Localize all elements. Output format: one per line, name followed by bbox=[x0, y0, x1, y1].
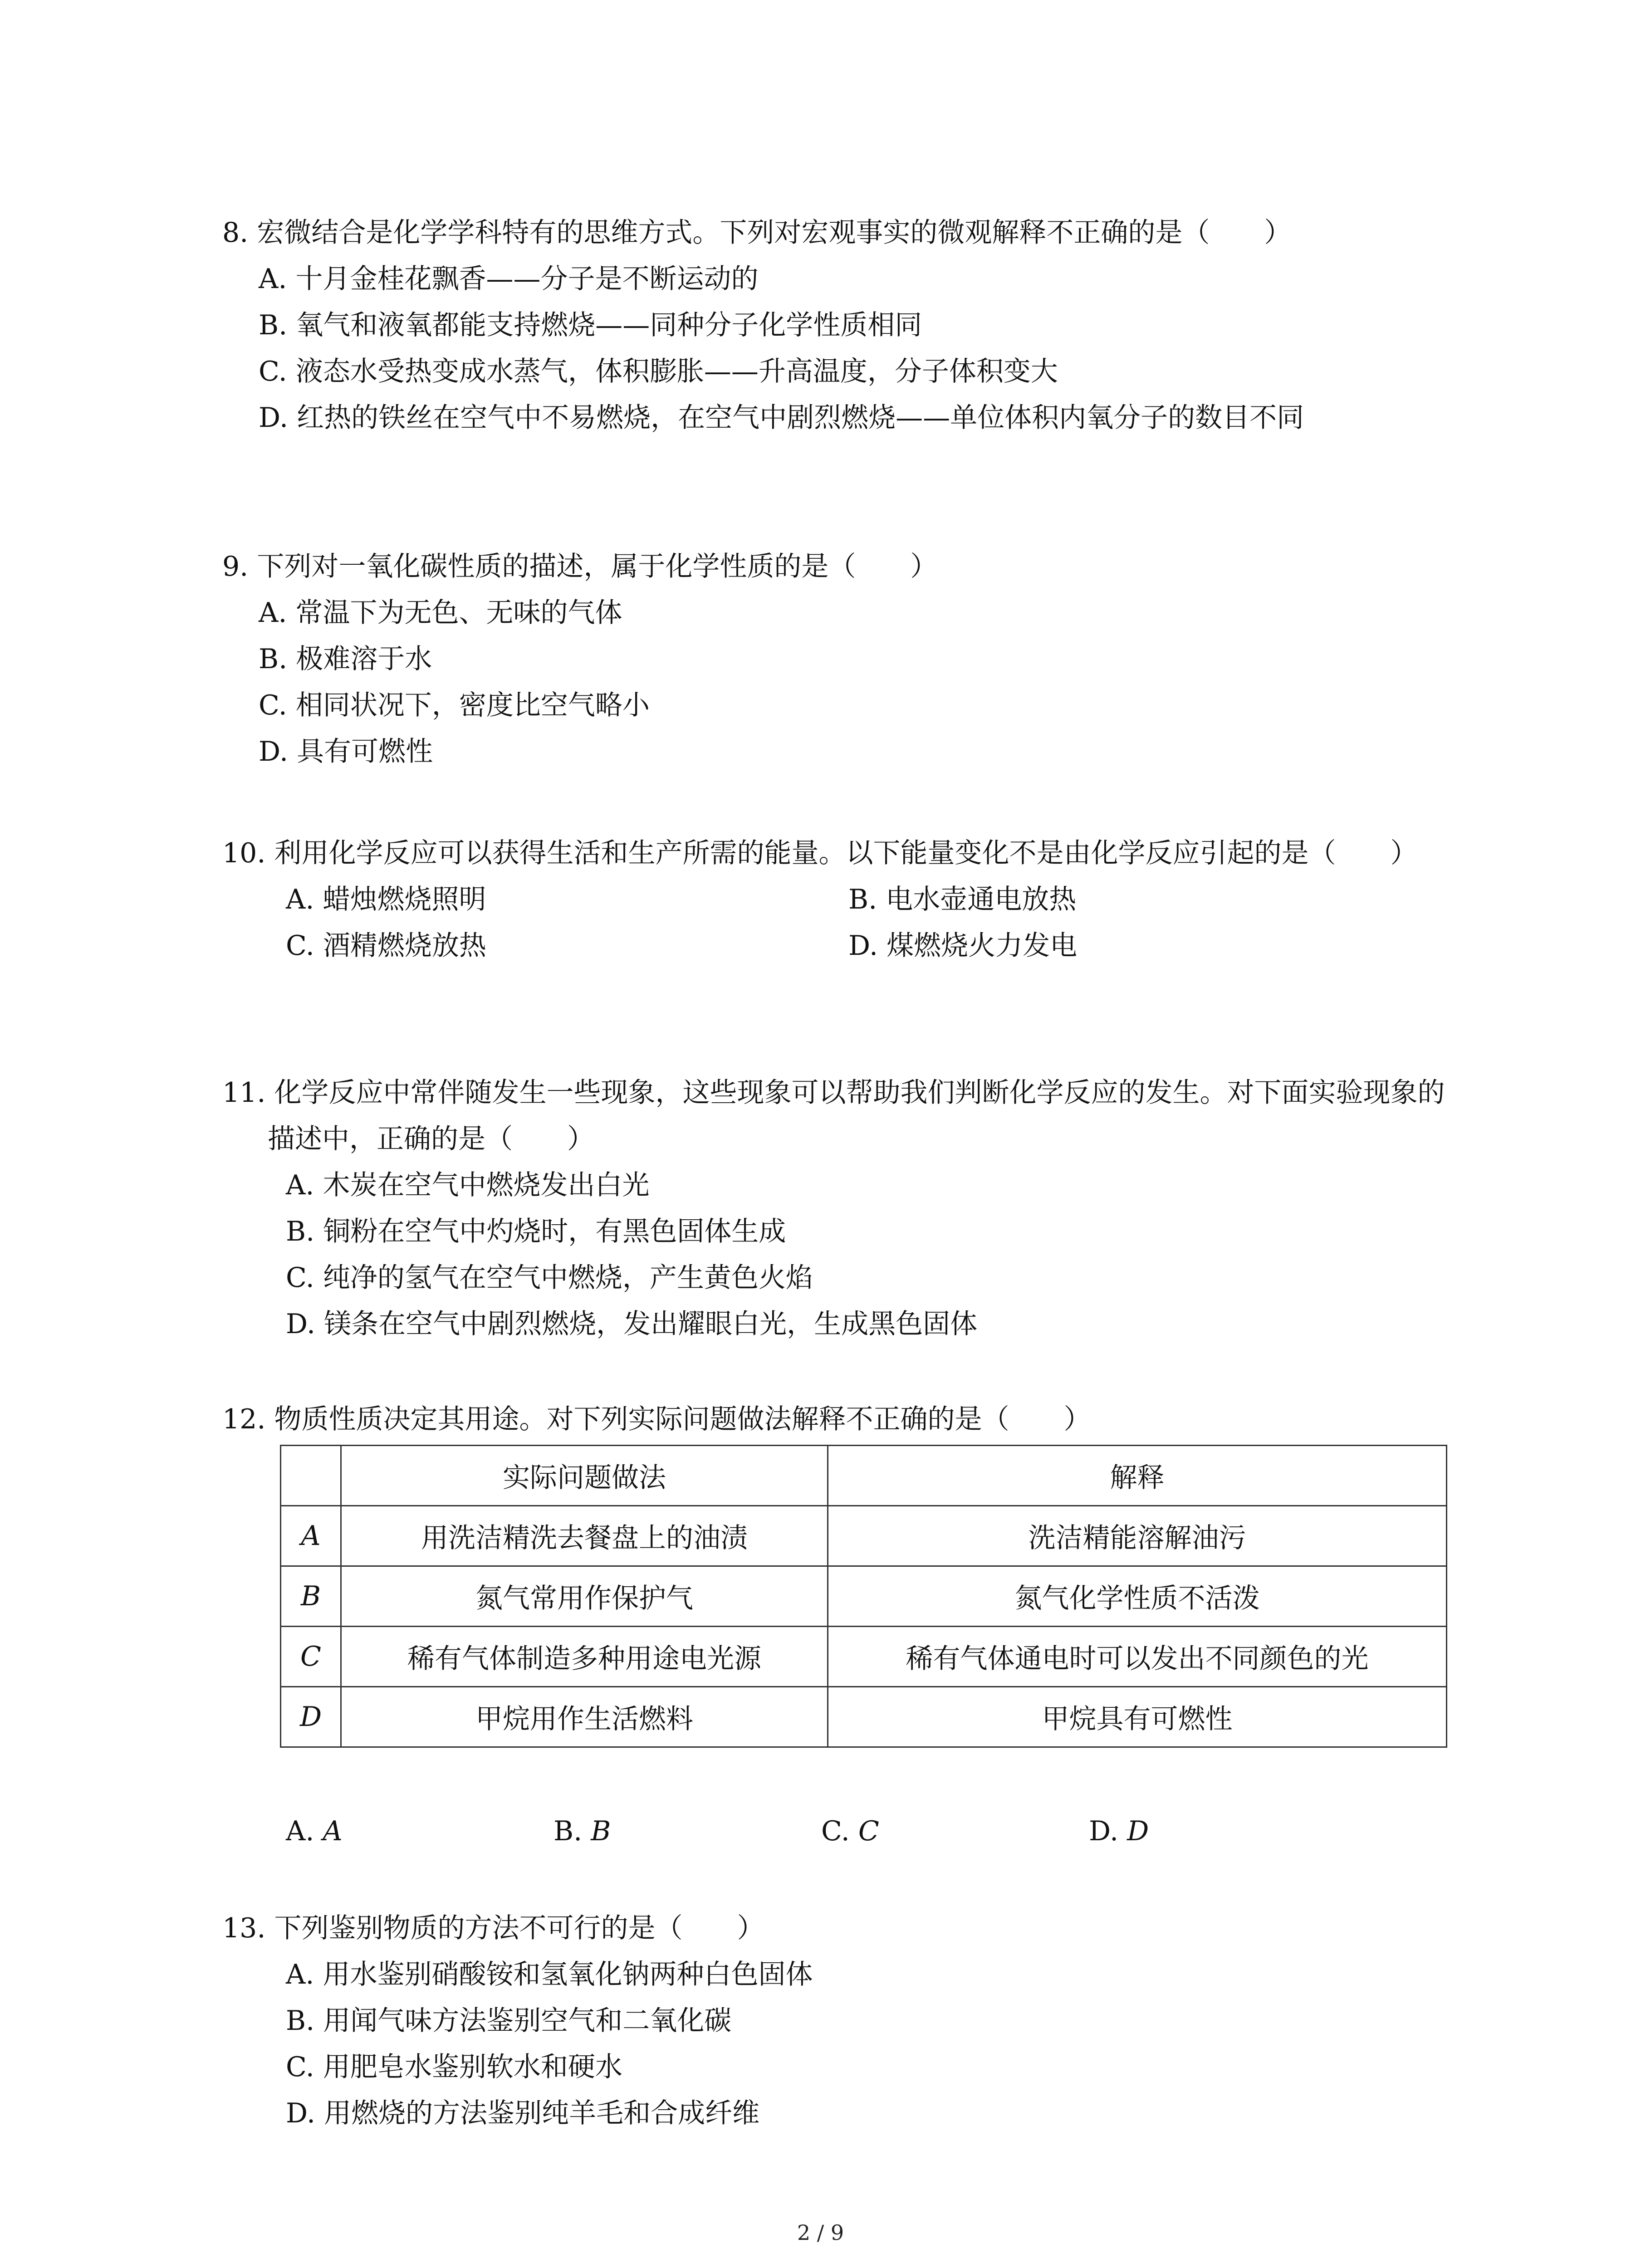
question-10-option-c: C. 酒精燃烧放热 bbox=[286, 930, 486, 962]
question-11-option-d: D. 镁条在空气中剧烈燃烧，发出耀眼白光，生成黑色固体 bbox=[286, 1308, 978, 1340]
question-9-option-c: C. 相同状况下，密度比空气略小 bbox=[259, 689, 650, 721]
table-row-label: A bbox=[281, 1506, 341, 1566]
question-10-option-b: B. 电水壶通电放热 bbox=[848, 884, 1077, 915]
question-8-option-c: C. 液态水受热变成水蒸气，体积膨胀——升高温度，分子体积变大 bbox=[259, 356, 1058, 387]
question-11-stem: 11. 化学反应中常伴随发生一些现象，这些现象可以帮助我们判断化学反应的发生。对下面实验现象的描述中，正确的是（ ） bbox=[222, 1077, 1445, 1155]
question-10 bbox=[222, 830, 1447, 969]
question-12 bbox=[222, 1396, 1447, 1442]
table-row bbox=[281, 1687, 1447, 1747]
question-10-stem: 10. 利用化学反应可以获得生活和生产所需的能量。以下能量变化不是由化学反应引起的是（ ） bbox=[222, 837, 1418, 869]
table-cell: 甲烷用作生活燃料 bbox=[341, 1687, 828, 1747]
table-cell: 氮气常用作保护气 bbox=[341, 1566, 828, 1627]
question-13-option-c: C. 用肥皂水鉴别软水和硬水 bbox=[286, 2051, 622, 2083]
question-9-option-d: D. 具有可燃性 bbox=[259, 736, 433, 767]
question-11 bbox=[222, 1070, 1447, 1347]
page-number: 2 / 9 bbox=[797, 2220, 844, 2245]
option-value: B bbox=[591, 1815, 611, 1847]
table-row-label: D bbox=[281, 1687, 341, 1747]
question-11-option-a: A. 木炭在空气中燃烧发出白光 bbox=[286, 1169, 650, 1201]
table-header-cell: 解释 bbox=[828, 1446, 1447, 1506]
option-value: A bbox=[323, 1815, 343, 1847]
table-header-row bbox=[281, 1446, 1447, 1506]
option-value: D bbox=[1127, 1815, 1149, 1847]
question-13-option-a: A. 用水鉴别硝酸铵和氢氧化钠两种白色固体 bbox=[286, 1959, 813, 1990]
table-row bbox=[281, 1566, 1447, 1627]
question-11-option-b: B. 铜粉在空气中灼烧时，有黑色固体生成 bbox=[286, 1216, 786, 1247]
question-12-answers bbox=[222, 1808, 1447, 1854]
question-10-options bbox=[222, 876, 1447, 969]
table-row-label: B bbox=[281, 1566, 341, 1627]
question-12-option-b bbox=[554, 1808, 821, 1854]
option-prefix: C. bbox=[821, 1815, 850, 1847]
question-12-option-d bbox=[1089, 1808, 1357, 1854]
table-cell: 稀有气体制造多种用途电光源 bbox=[341, 1627, 828, 1687]
table-cell: 氮气化学性质不活泼 bbox=[828, 1566, 1447, 1627]
question-13-option-d: D. 用燃烧的方法鉴别纯羊毛和合成纤维 bbox=[286, 2097, 760, 2129]
question-8 bbox=[222, 210, 1447, 441]
question-13 bbox=[222, 1905, 1447, 2136]
question-9-option-a: A. 常温下为无色、无味的气体 bbox=[259, 597, 622, 629]
question-11-option-c: C. 纯净的氢气在空气中燃烧，产生黄色火焰 bbox=[286, 1262, 813, 1294]
question-8-option-a: A. 十月金桂花飘香——分子是不断运动的 bbox=[259, 263, 759, 295]
question-8-option-b: B. 氧气和液氧都能支持燃烧——同种分子化学性质相同 bbox=[259, 309, 922, 341]
question-13-option-b: B. 用闻气味方法鉴别空气和二氧化碳 bbox=[286, 2005, 732, 2037]
question-8-option-d: D. 红热的铁丝在空气中不易燃烧，在空气中剧烈燃烧——单位体积内氧分子的数目不同 bbox=[259, 402, 1304, 434]
option-prefix: A. bbox=[286, 1815, 314, 1847]
question-12-stem: 12. 物质性质决定其用途。对下列实际问题做法解释不正确的是（ ） bbox=[222, 1403, 1091, 1435]
table-cell: 稀有气体通电时可以发出不同颜色的光 bbox=[828, 1627, 1447, 1687]
question-12-option-c bbox=[821, 1808, 1089, 1854]
option-prefix: B. bbox=[554, 1815, 583, 1847]
question-13-stem: 13. 下列鉴别物质的方法不可行的是（ ） bbox=[222, 1912, 764, 1944]
question-10-option-d: D. 煤燃烧火力发电 bbox=[848, 930, 1078, 962]
table-header-cell bbox=[281, 1446, 341, 1506]
table-cell: 用洗洁精洗去餐盘上的油渍 bbox=[341, 1506, 828, 1566]
table-row-label: C bbox=[281, 1627, 341, 1687]
option-value: C bbox=[858, 1815, 879, 1847]
option-prefix: D. bbox=[1089, 1815, 1119, 1847]
table-row bbox=[281, 1506, 1447, 1566]
table-header-cell: 实际问题做法 bbox=[341, 1446, 828, 1506]
question-9-option-b: B. 极难溶于水 bbox=[259, 643, 432, 675]
question-12-option-a bbox=[286, 1808, 554, 1854]
question-12-table bbox=[280, 1445, 1447, 1748]
question-10-option-a: A. 蜡烛燃烧照明 bbox=[286, 884, 486, 915]
question-8-stem: 8. 宏微结合是化学学科特有的思维方式。下列对宏观事实的微观解释不正确的是（ ） bbox=[222, 217, 1292, 249]
question-9 bbox=[222, 543, 1447, 775]
table-cell: 洗洁精能溶解油污 bbox=[828, 1506, 1447, 1566]
table-row bbox=[281, 1627, 1447, 1687]
table-cell: 甲烷具有可燃性 bbox=[828, 1687, 1447, 1747]
question-12-options bbox=[222, 1808, 1447, 1854]
question-9-stem: 9. 下列对一氧化碳性质的描述，属于化学性质的是（ ） bbox=[222, 551, 938, 582]
